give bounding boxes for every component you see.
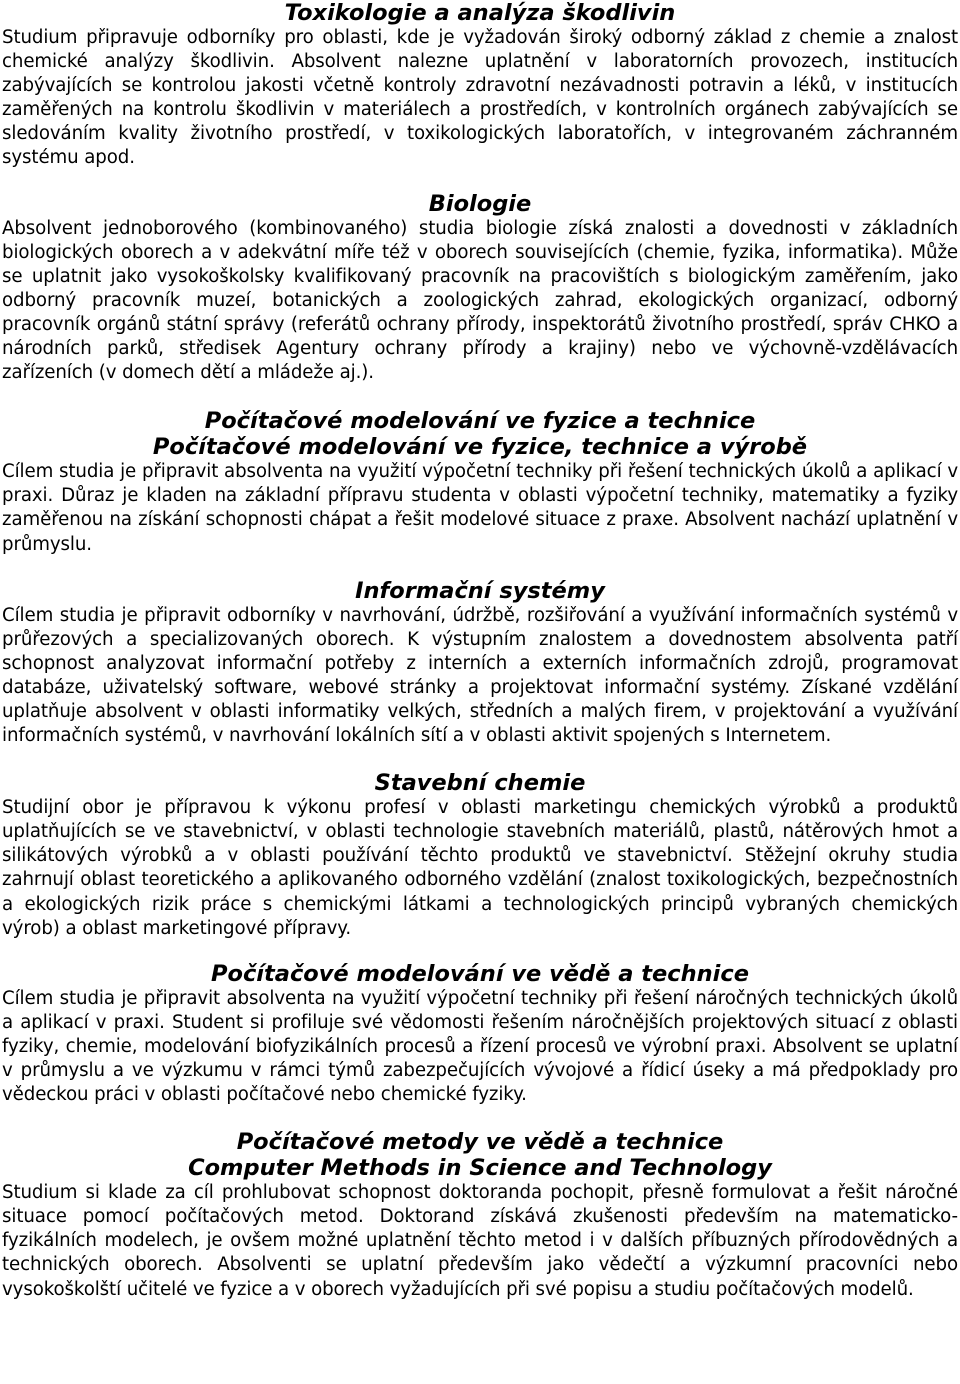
section-text: Studium si klade za cíl prohlubovat schopnost doktoranda pochopit, přesně formulovat a řešit náročné situace pomocí počítačových metod. Doktorand získává zkušenosti především na matematicko-fyzikálních modelech, je ovšem možné uplatnění těchto metod i v dalších příbuzných přírodovědných a technických oborech. Absolventi se uplatní především jako vědečtí a výzkumní pracovníci nebo vysokoškolští učitelé ve fyzice a v oborech vyžadujících při své popisu a studiu počítačových modelů. bbox=[2, 1182, 958, 1300]
section-modelovani-fyzika bbox=[2, 408, 958, 556]
section-pocitacove-metody bbox=[2, 1129, 958, 1301]
section-informacni-systemy bbox=[2, 578, 958, 749]
section-modelovani-veda bbox=[2, 961, 958, 1107]
spacer bbox=[2, 557, 958, 578]
section-text: Cílem studia je připravit absolventa na využití výpočetní techniky při řešení náročných technických úkolů a aplikací v praxi. Student si profiluje své vědomosti řešením náročnějších projektových situací z oblasti fyziky, chemie, modelování biofyzikálních procesů a řízení procesů ve výrobní praxi. Absolvent se uplatní v průmyslu a ve výzkumu v rámci týmů zabezpečujících vývojové a řídicí úseky a má předpoklady pro vědeckou práci v oblasti počítačové nebo chemické fyziky. bbox=[2, 987, 958, 1106]
section-title: Biologie bbox=[428, 190, 532, 217]
section-title: Informační systémy bbox=[355, 577, 605, 604]
spacer bbox=[2, 941, 958, 961]
section-toxikologie bbox=[2, 0, 958, 171]
section-text: Studium připravuje odborníky pro oblasti, kde je vyžadován široký odborný základ z chemie a znalost chemické analýzy škodlivin. Absolvent nalezne uplatnění v laboratorních provozech, institucích zabývajících se kontrolou jakosti včetně kontroly zdravotní nezávadnosti potravin a léků, v institucích zaměřených na kontrolu škodlivin v materiálech a prostředích, v kontrolních orgánech zabývajících se sledováním kvality životního prostředí, v toxikologických laboratořích, v integrovaném záchranném systému apod. bbox=[2, 27, 958, 169]
section-title: Počítačové modelování ve vědě a technice bbox=[211, 960, 749, 987]
section-text: Absolvent jednoborového (kombinovaného) studia biologie získá znalosti a dovednosti v základních biologických oborech a v adekvátní míře též v oborech souvisejících (chemie, fyzika, informatika). Může se uplatnit jako vysokoškolsky kvalifikovaný pracovník na pracovištích s biologickým zaměřením, jako odborný pracovník muzeí, botanických a zoologických zahrad, ekologických organizací, odborný pracovník orgánů státní správy (referátů ochrany přírody, inspektorátů životního prostředí, správ CHKO a národních parků, středisek Agentury ochrany přírody a krajiny) nebo ve výchovně-vzdělávacích zařízeních (v domech dětí a mládeže aj.). bbox=[2, 217, 958, 384]
section-title: Počítačové metody ve vědě a technice bbox=[236, 1129, 724, 1156]
section-biologie bbox=[2, 191, 958, 386]
spacer bbox=[2, 171, 958, 191]
document-page bbox=[2, 0, 958, 1302]
spacer bbox=[2, 748, 958, 770]
section-text: Cílem studia je připravit odborníky v navrhování, údržbě, rozšiřování a využívání informačních systémů v průřezových a specializovaných oborech. K výstupním znalostem a dovednostem absolventa patří schopnost analyzovat informační potřeby z interních a externích informačních zdrojů, programovat databáze, uživatelský software, webové stránky a projektovat informační systémy. Získané vzdělání uplatňuje absolvent v oblasti informatiky velkých, středních a malých firem, v projektování a využívání informačních systémů, v navrhování lokálních sítí a v oblasti aktivit spojených s Internetem. bbox=[2, 604, 958, 747]
spacer bbox=[2, 385, 958, 408]
section-title: Toxikologie a analýza škodlivin bbox=[284, 0, 676, 26]
section-title: Počítačové modelování ve fyzice a technice bbox=[204, 408, 756, 435]
section-subtitle: Počítačové modelování ve fyzice, technice a výrobě bbox=[152, 434, 808, 461]
section-text: Studijní obor je přípravou k výkonu profesí v oblasti marketingu chemických výrobků a produktů uplatňujících se ve stavebnictví, v oblasti technologie stavebních materiálů, plastů, nátěrových hmot a silikátových výrobků a v oblasti používání těchto produktů ve stavebnictví. Stěžejní okruhy studia zahrnují oblast teoretického a aplikovaného odborného vzdělání (znalost toxikologických, bezpečnostních a ekologických rizik práce s chemickými látkami a technologických principů vybraných chemických výrob) a oblast marketingové přípravy. bbox=[2, 797, 958, 939]
section-stavebni-chemie bbox=[2, 770, 958, 941]
section-subtitle: Computer Methods in Science and Technology bbox=[188, 1155, 772, 1182]
section-text: Cílem studia je připravit absolventa na využití výpočetní techniky při řešení technických úkolů a aplikací v praxi. Důraz je kladen na základní přípravu studenta v oblasti výpočetní techniky, matematiky a fyziky zaměřenou na získání schopnosti chápat a řešit modelové situace z praxe. Absolvent nachází uplatnění v průmyslu. bbox=[2, 461, 958, 555]
spacer bbox=[2, 1107, 958, 1129]
section-title: Stavební chemie bbox=[374, 770, 586, 797]
